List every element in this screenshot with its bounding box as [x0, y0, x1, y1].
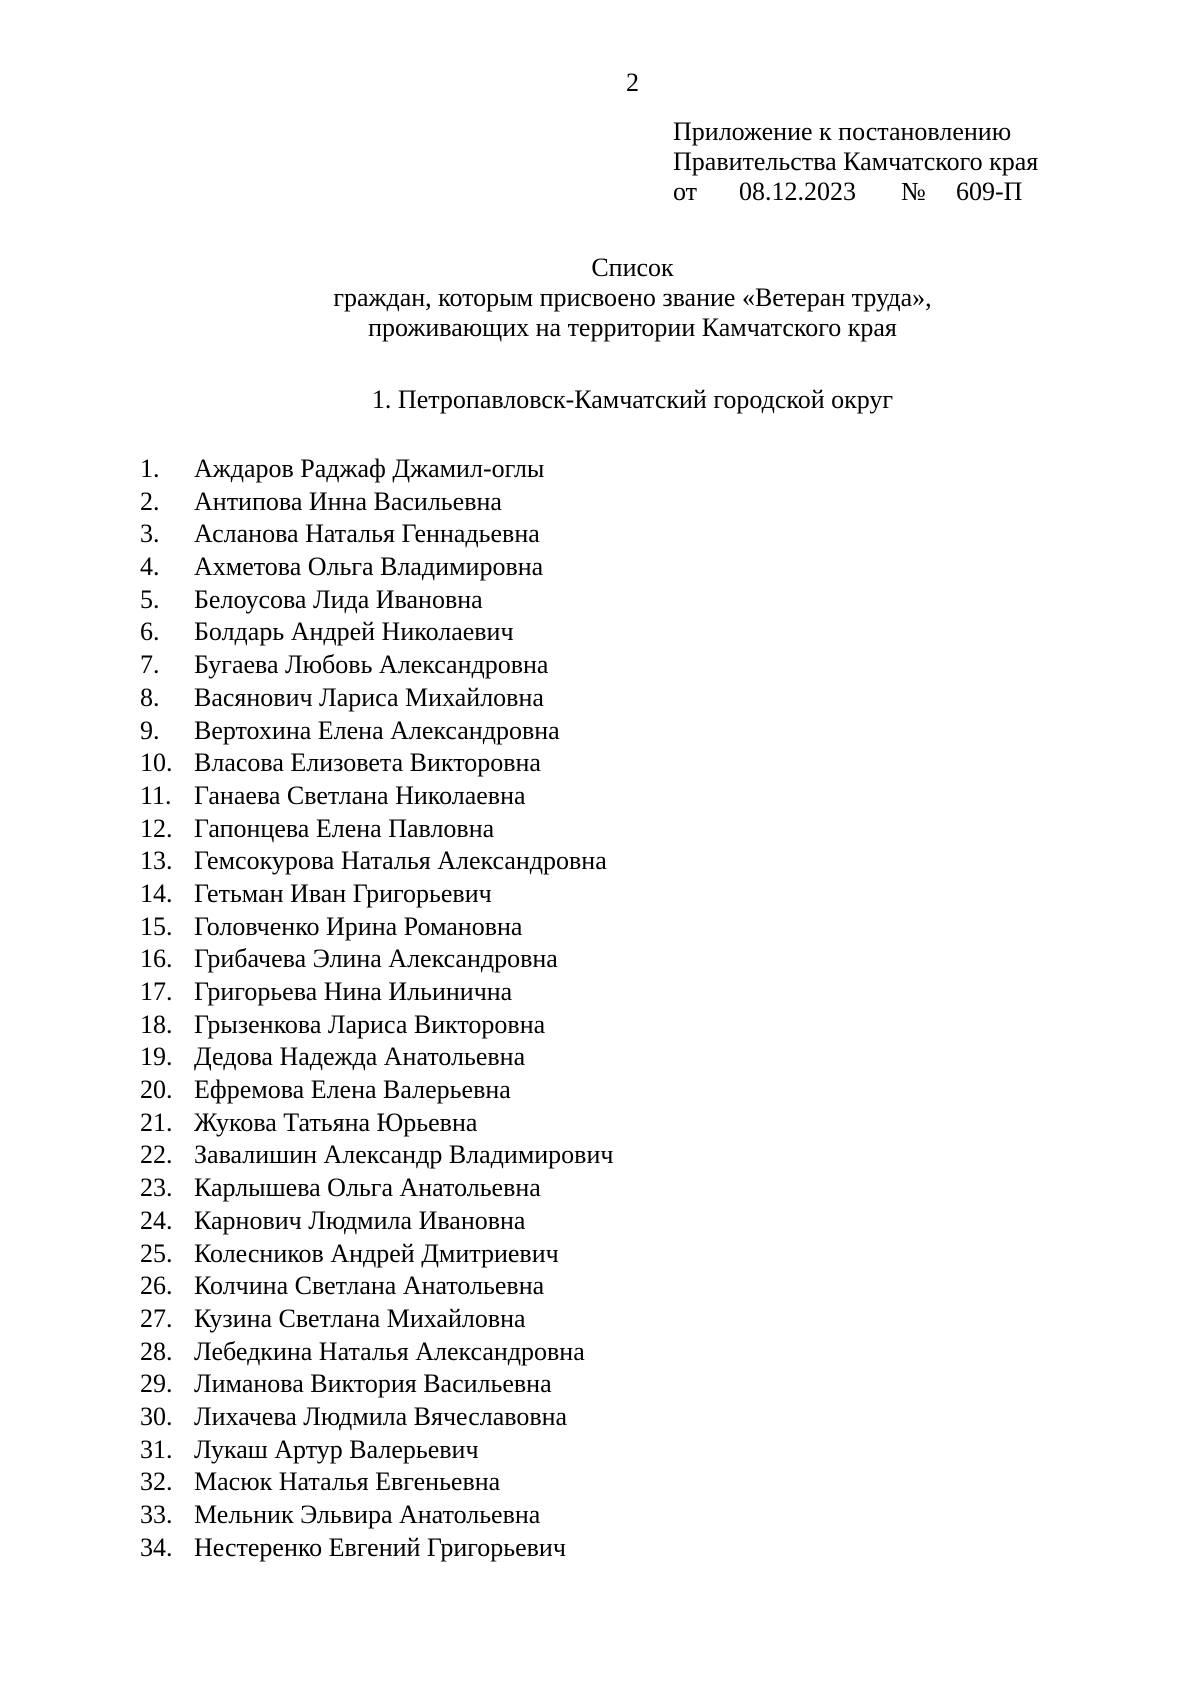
list-item — [140, 911, 613, 944]
list-item — [140, 1368, 613, 1401]
list-item-number: 20. — [140, 1075, 173, 1105]
list-item-number: 33. — [140, 1500, 173, 1529]
list-item-number: 32. — [140, 1467, 173, 1497]
list-item — [140, 1532, 613, 1565]
list-item — [140, 682, 613, 715]
list-item-name: Карлышева Ольга Анатольевна — [194, 1173, 541, 1203]
list-item — [140, 878, 613, 911]
page-number: 2 — [626, 68, 639, 97]
appendix-reference — [673, 177, 1038, 207]
list-item-number: 11. — [140, 780, 172, 810]
list-item-name: Гапонцева Елена Павловна — [194, 813, 495, 843]
list-item-number: 19. — [140, 1042, 173, 1072]
list-item-number: 24. — [140, 1205, 173, 1235]
list-item-number: 29. — [140, 1369, 173, 1399]
list-item-name: Грызенкова Лариса Викторовна — [194, 1009, 546, 1039]
list-item-name: Кузина Светлана Михайловна — [194, 1303, 526, 1333]
list-item — [140, 715, 613, 748]
list-item-name: Мельник Эльвира Анатольевна — [194, 1500, 541, 1529]
list-item-name: Ефремова Елена Валерьевна — [194, 1075, 511, 1105]
list-item-name: Нестеренко Евгений Григорьевич — [194, 1532, 566, 1562]
document-title — [0, 253, 1200, 343]
list-item-number: 4. — [140, 552, 160, 582]
list-item-name: Антипова Инна Васильевна — [194, 486, 502, 516]
list-item-name: Завалишин Александр Владимирович — [194, 1140, 614, 1170]
list-item-name: Дедова Надежда Анатольевна — [194, 1042, 526, 1072]
list-item-number: 5. — [140, 584, 160, 614]
list-item — [140, 976, 613, 1009]
list-item-number: 9. — [140, 715, 160, 745]
list-item-number: 21. — [140, 1107, 173, 1137]
list-item — [140, 1139, 613, 1172]
list-item-number: 8. — [140, 682, 160, 712]
list-item — [140, 584, 613, 617]
list-item-number: 28. — [140, 1336, 173, 1366]
list-item-name: Вертохина Елена Александровна — [194, 715, 560, 745]
list-item-number: 1. — [140, 454, 160, 483]
list-item — [140, 1107, 613, 1140]
list-item-number: 16. — [140, 944, 173, 974]
list-item-number: 2. — [140, 486, 160, 516]
list-item — [140, 1041, 613, 1074]
reference-prefix: от — [673, 177, 698, 206]
name-list — [140, 453, 613, 1564]
list-item-number: 23. — [140, 1173, 173, 1203]
list-item-number: 3. — [140, 519, 160, 549]
list-item-number: 18. — [140, 1009, 173, 1039]
list-item — [140, 813, 613, 846]
list-item-number: 22. — [140, 1140, 173, 1170]
list-item-name: Колесников Андрей Дмитриевич — [194, 1238, 559, 1268]
list-item-name: Лукаш Артур Валерьевич — [194, 1434, 479, 1464]
list-item-name: Васянович Лариса Михайловна — [194, 682, 544, 712]
list-item — [140, 518, 613, 551]
list-item-name: Болдарь Андрей Николаевич — [194, 617, 514, 647]
list-item-number: 13. — [140, 846, 173, 876]
list-item-number: 6. — [140, 617, 160, 647]
appendix-header — [673, 117, 1038, 207]
list-item-number: 34. — [140, 1532, 173, 1562]
list-item-name: Масюк Наталья Евгеньевна — [194, 1467, 501, 1497]
list-item-name: Грибачева Элина Александровна — [194, 944, 558, 974]
list-item-name: Ганаева Светлана Николаевна — [194, 780, 526, 810]
list-item-number: 27. — [140, 1303, 173, 1333]
reference-date: 08.12.2023 — [739, 177, 856, 206]
appendix-line-2: Правительства Камчатского края — [673, 147, 1039, 176]
list-item-number: 14. — [140, 878, 173, 908]
list-item — [140, 1172, 613, 1205]
list-item — [140, 453, 613, 486]
list-item — [140, 1303, 613, 1336]
list-item — [140, 1074, 613, 1107]
list-item — [140, 1499, 613, 1532]
list-item-name: Власова Елизовета Викторовна — [194, 748, 541, 778]
list-item-number: 25. — [140, 1238, 173, 1268]
list-item-name: Гетьман Иван Григорьевич — [194, 878, 492, 908]
list-item-name: Лихачева Людмила Вячеславовна — [194, 1401, 568, 1431]
list-item — [140, 1401, 613, 1434]
list-item-number: 17. — [140, 977, 173, 1006]
list-item-name: Асланова Наталья Геннадьевна — [194, 519, 540, 549]
list-item-number: 15. — [140, 911, 173, 941]
list-item — [140, 747, 613, 780]
list-item-name: Ахметова Ольга Владимировна — [194, 552, 544, 582]
section-heading: 1. Петропавловск-Камчатский городской округ — [371, 385, 894, 414]
list-item — [140, 780, 613, 813]
list-item-number: 7. — [140, 650, 160, 680]
list-item — [140, 943, 613, 976]
list-item-number: 10. — [140, 748, 173, 778]
list-item-name: Белоусова Лида Ивановна — [194, 584, 483, 614]
list-item-number: 26. — [140, 1271, 173, 1301]
list-item-name: Гемсокурова Наталья Александровна — [194, 846, 607, 876]
list-item — [140, 1205, 613, 1238]
title-line-3: проживающих на территории Камчатского края — [368, 313, 897, 342]
list-item-number: 12. — [140, 813, 173, 843]
list-item — [140, 1466, 613, 1499]
list-item-name: Колчина Светлана Анатольевна — [194, 1271, 545, 1301]
list-item-name: Карнович Людмила Ивановна — [194, 1205, 526, 1235]
list-item-name: Григорьева Нина Ильинична — [194, 977, 513, 1006]
list-item — [140, 1434, 613, 1467]
list-item — [140, 616, 613, 649]
list-item — [140, 1009, 613, 1042]
list-item — [140, 1270, 613, 1303]
reference-number: 609-П — [956, 177, 1023, 206]
list-item — [140, 551, 613, 584]
list-item — [140, 845, 613, 878]
list-item-name: Лиманова Виктория Васильевна — [194, 1369, 552, 1399]
list-item-name: Лебедкина Наталья Александровна — [194, 1336, 585, 1366]
list-item — [140, 1238, 613, 1271]
list-item-name: Головченко Ирина Романовна — [194, 911, 523, 941]
list-item-name: Аждаров Раджаф Джамил-оглы — [194, 454, 545, 483]
list-item-number: 31. — [140, 1434, 173, 1464]
list-item-number: 30. — [140, 1401, 173, 1431]
number-sign: № — [901, 177, 926, 206]
list-item — [140, 486, 613, 519]
list-item — [140, 649, 613, 682]
list-item — [140, 1336, 613, 1369]
list-item-name: Бугаева Любовь Александровна — [194, 650, 549, 680]
appendix-line-1: Приложение к постановлению — [673, 117, 1012, 146]
list-item-name: Жукова Татьяна Юрьевна — [194, 1107, 478, 1137]
title-line-2: граждан, которым присвоено звание «Ветеран труда», — [333, 283, 932, 312]
title-line-1: Список — [591, 253, 674, 282]
